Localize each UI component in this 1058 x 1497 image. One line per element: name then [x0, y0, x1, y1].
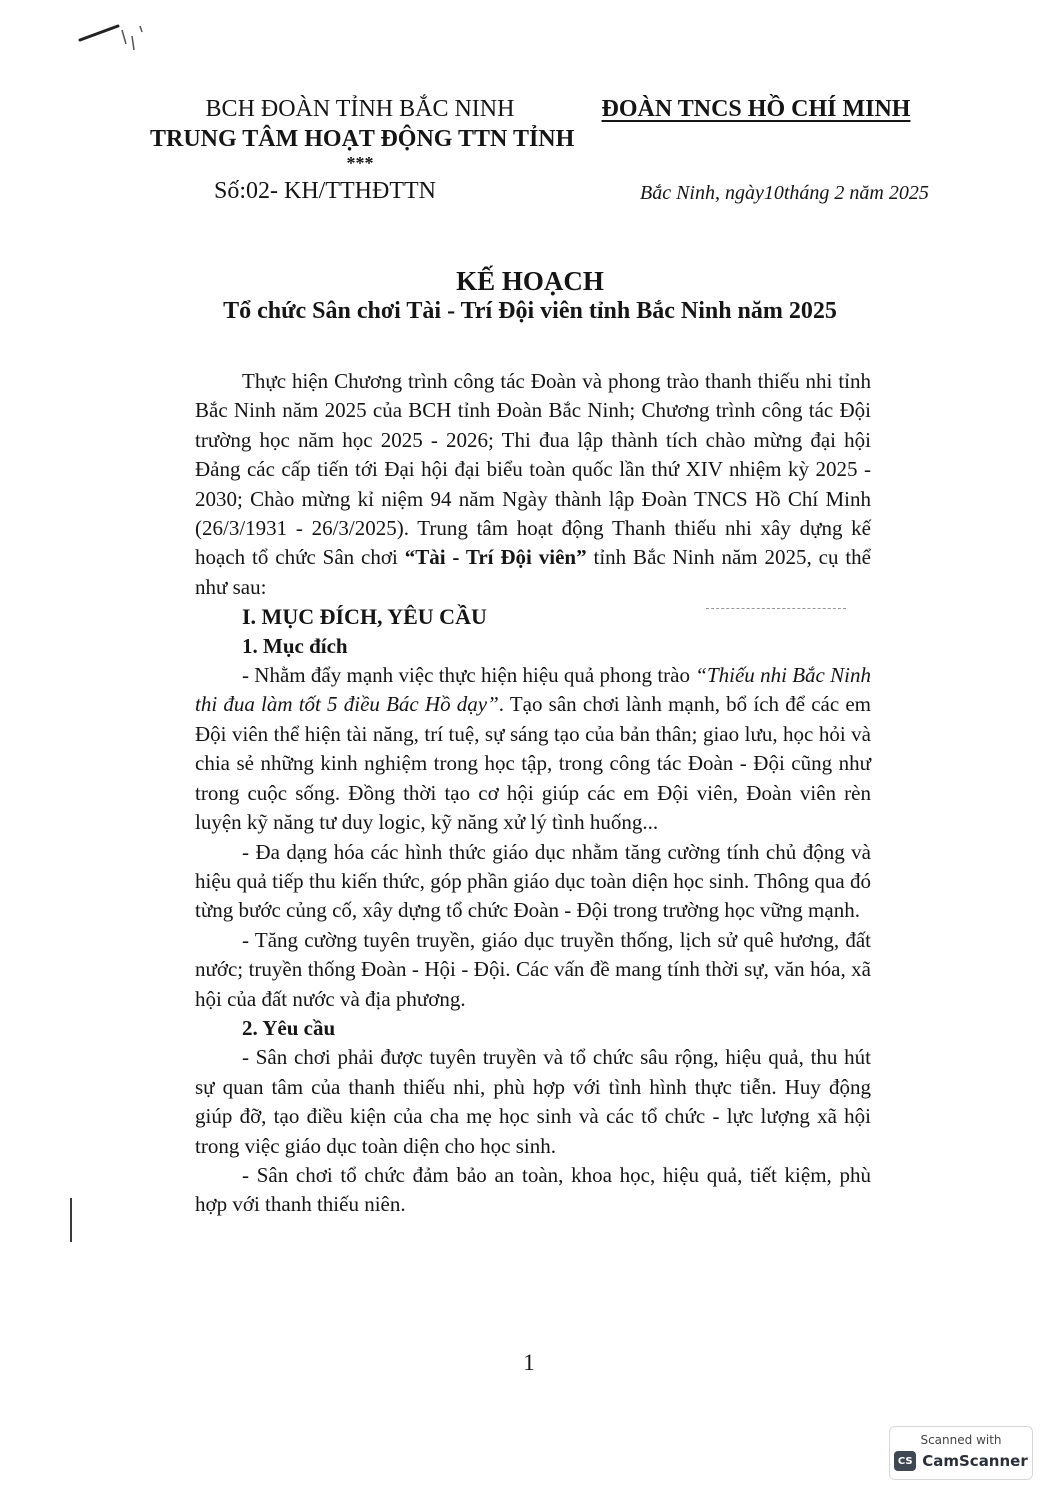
document-date: Bắc Ninh, ngày10tháng 2 năm 2025: [640, 182, 929, 204]
issuing-organization: [150, 94, 575, 173]
purpose-paragraph-2: - Đa dạng hóa các hình thức giáo dục nhằm tăng cường tính chủ động và hiệu quả tiếp thu kiến thức, góp phần giáo dục toàn diện học sinh. Thông qua đó từng bước củng cố, xây dựng tổ chức Đoàn - Đội trong trường học vững mạnh.: [195, 839, 871, 923]
document-number: Số:02- KH/TTHĐTTN: [214, 178, 436, 204]
margin-scan-mark: [70, 1198, 72, 1242]
requirement-paragraph-2: - Sân chơi tổ chức đảm bảo an toàn, khoa học, hiệu quả, tiết kiệm, phù hợp với thanh thiếu niên.: [195, 1162, 871, 1217]
pen-scratch-mark: [78, 22, 168, 62]
purpose-paragraph-3: - Tăng cường tuyên truyền, giáo dục truyền thống, lịch sử quê hương, đất nước; truyền thống Đoàn - Hội - Đội. Các vấn đề mang tính thời sự, văn hóa, xã hội của đất nước và địa phương.: [195, 927, 871, 1011]
document-title: KẾ HOẠCH: [456, 266, 604, 296]
program-name: “Tài - Trí Đội viên”: [404, 545, 587, 570]
movement-name: “Thiếu nhi Bắc Ninh thi đua làm tốt 5 điều Bác Hồ dạy”: [195, 663, 871, 717]
subsection-heading-requirements: 2. Yêu cầu: [242, 1015, 336, 1040]
issuing-org-name: TRUNG TÂM HOẠT ĐỘNG TTN TỈNH: [150, 126, 575, 152]
document-subtitle: Tổ chức Sân chơi Tài - Trí Đội viên tỉnh Bắc Ninh năm 2025: [223, 298, 837, 324]
camscanner-brand-name: CamScanner: [922, 1452, 1028, 1470]
camscanner-watermark: [889, 1426, 1033, 1480]
union-org-name: ĐOÀN TNCS HỒ CHÍ MINH: [601, 96, 911, 122]
purpose-paragraph-1: - Nhằm đẩy mạnh việc thực hiện hiệu quả phong trào “Thiếu nhi Bắc Ninh thi đua làm tốt 5 điều Bác Hồ dạy”. Tạo sân chơi lành mạnh, bổ ích để các em Đội viên thể hiện tài năng, trí tuệ, sự sáng tạo của bản thân; giao lưu, học hỏi và chia sẻ những kinh nghiệm trong học tập, trong công tác Đoàn - Đội cũng như trong cuộc sống. Đồng thời tạo cơ hội giúp các em Đội viên, Đoàn viên rèn luyện kỹ năng tư duy logic, kỹ năng xử lý tình huống...: [195, 663, 871, 835]
document-body: [195, 367, 871, 1220]
intro-paragraph: Thực hiện Chương trình công tác Đoàn và phong trào thanh thiếu nhi tỉnh Bắc Ninh năm 2025 của BCH tỉnh Đoàn Bắc Ninh; Chương trình công tác Đội trường học năm học 2025 - 2026; Thi đua lập thành tích chào mừng đại hội Đảng các cấp tiến tới Đại hội đại biểu toàn quốc lần thứ XIV nhiệm kỳ 2025 - 2030; Chào mừng kỉ niệm 94 năm Ngày thành lập Đoàn TNCS Hồ Chí Minh (26/3/1931 - 26/3/2025). Trung tâm hoạt động Thanh thiếu nhi xây dựng kế hoạch tổ chức Sân chơi “Tài - Trí Đội viên” tỉnh Bắc Ninh năm 2025, cụ thể như sau:: [195, 369, 872, 599]
parent-org-name: BCH ĐOÀN TỈNH BẮC NINH: [205, 96, 515, 122]
section-heading: I. MỤC ĐÍCH, YÊU CẦU: [242, 604, 487, 630]
page-number: 1: [523, 1350, 535, 1375]
scanned-with-label: Scanned with: [920, 1433, 1002, 1447]
subsection-heading-purpose: 1. Mục đích: [242, 633, 348, 658]
header-stars: ***: [346, 153, 374, 173]
camscanner-logo-icon: CS: [894, 1451, 916, 1471]
requirement-paragraph-1: - Sân chơi phải được tuyên truyền và tổ chức sâu rộng, hiệu quả, thu hút sự quan tâm của thanh thiếu nhi, phù hợp với tình hình thực tiễn. Huy động giúp đỡ, tạo điều kiện của cha mẹ học sinh và các tổ chức - lực lượng xã hội trong việc giáo dục toàn diện cho học sinh.: [195, 1045, 871, 1158]
camscanner-brand-row: [890, 1451, 1032, 1471]
